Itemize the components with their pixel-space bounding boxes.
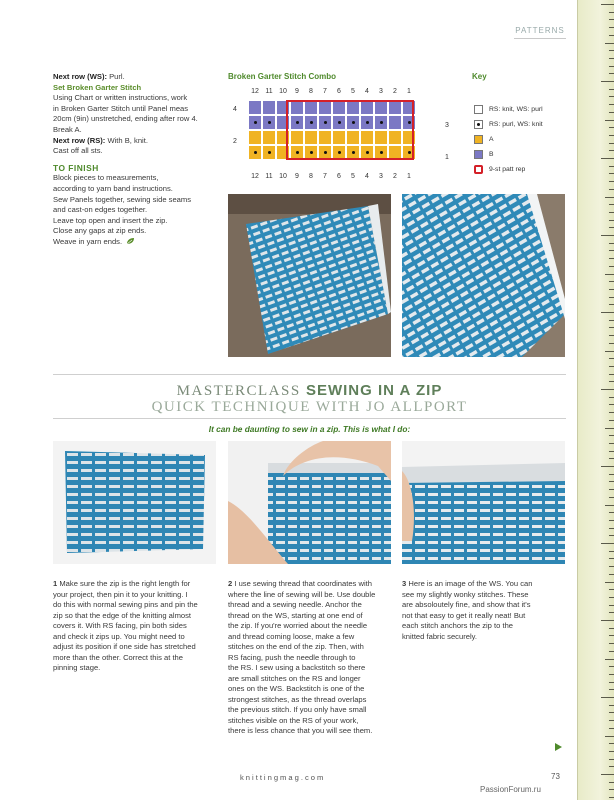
chart-column-numbers-top [248, 88, 416, 98]
chart-column-number: 8 [309, 88, 313, 95]
step-line: stitches on the end of the zip. Then, with [228, 642, 364, 651]
step-line: see my slightly wonky stitches. These [402, 589, 529, 599]
section-tag: PATTERNS [515, 26, 565, 35]
chart-cell [262, 100, 276, 115]
ruler-tick [609, 173, 614, 174]
ruler-tick [609, 12, 614, 13]
para-line: 20cm (9in) unstretched, ending after row 4. [53, 114, 198, 124]
chart-column-number: 9 [295, 88, 299, 95]
ruler-tick [609, 143, 614, 144]
step-line: there is less chance that you will see them. [228, 726, 373, 735]
next-row-rs-value: With B, knit. [105, 135, 148, 145]
ruler-tick [609, 420, 614, 421]
ruler-tick [601, 158, 614, 159]
step-line: and thread coming loose, make a few [228, 631, 355, 641]
ruler-tick [609, 250, 614, 251]
ruler-tick [609, 327, 614, 328]
masterclass-subtitle: QUICK TECHNIQUE WITH JO ALLPORT [151, 399, 468, 415]
masterclass-rule-bottom [53, 418, 566, 419]
ruler-tick [609, 135, 614, 136]
chart-cell [248, 130, 262, 145]
ruler-tick [609, 304, 614, 305]
chart-column-number: 6 [337, 88, 341, 95]
chart-cell [248, 115, 262, 130]
ruler-tick [609, 374, 614, 375]
step-line: ones on the WS. Backstitch is one of the [228, 684, 365, 693]
key-item-color-a [474, 132, 574, 147]
ruler-tick [609, 212, 614, 213]
masterclass-title-bold: SEWING IN A ZIP [305, 382, 443, 399]
next-row-ws-value: Purl. [107, 72, 125, 81]
key-label: RS: purl, WS: knit [489, 121, 543, 128]
ruler-tick [609, 258, 614, 259]
ruler-tick [609, 743, 614, 744]
ruler-tick [609, 605, 614, 606]
ruler-tick [609, 89, 614, 90]
ruler-tick [605, 505, 614, 506]
ruler-tick [605, 197, 614, 198]
ruler-tick [609, 35, 614, 36]
ruler-tick [609, 127, 614, 128]
ruler-tick [605, 351, 614, 352]
ruler-tick [601, 81, 614, 82]
step-line: RS facing, push the needle through to [228, 652, 356, 662]
ruler-tick [609, 705, 614, 706]
purl-dot [268, 121, 271, 124]
ruler-tick [609, 381, 614, 382]
para-line: Using Chart or written instructions, work [53, 93, 188, 103]
step-line: stitches visible on the RS of your work, [228, 715, 359, 725]
pattern-instructions [53, 72, 218, 248]
chart-column-number: 11 [265, 88, 273, 95]
ruler-tick [609, 551, 614, 552]
ruler-tick [605, 274, 614, 275]
chart-column-number: 2 [393, 173, 397, 180]
ruler-tick [609, 227, 614, 228]
ruler-tick [609, 435, 614, 436]
chart-column-number: 3 [379, 173, 383, 180]
ruler-tick [609, 535, 614, 536]
finish-line: according to yarn band instructions. [53, 183, 173, 193]
ruler-tick [601, 774, 614, 775]
key-label: A [489, 136, 494, 143]
ruler-tick [609, 474, 614, 475]
step-line: the zip. If you're worried about the needle [228, 621, 368, 630]
ruler-tick [609, 628, 614, 629]
step-line: are small stitches on the RS and longer [228, 673, 361, 683]
finish-line: Block pieces to measurements, [53, 173, 159, 183]
continue-arrow-icon [555, 738, 562, 756]
para-line: in Broken Garter Stitch until Panel meas [53, 103, 189, 113]
ruler-tick [609, 728, 614, 729]
step-line: each stitch anchors the zip to the [402, 621, 514, 630]
ruler-edge [577, 0, 614, 800]
step-line: Make sure the zip is the right length for [59, 579, 191, 588]
chart-column-number: 2 [393, 88, 397, 95]
ruler-tick [609, 397, 614, 398]
chart-cell [248, 145, 262, 160]
step-line: adjust its position if one side has stretched [53, 642, 196, 651]
ruler-tick [601, 389, 614, 390]
pouch-closeup-photo [402, 194, 565, 357]
chart-title: Broken Garter Stitch Combo [228, 72, 337, 81]
purl-dot [268, 151, 271, 154]
ruler-tick [609, 720, 614, 721]
finish-line: Close any gaps at zip ends. [53, 226, 147, 236]
ruler-tick [609, 689, 614, 690]
ruler-tick [605, 43, 614, 44]
ruler-tick [609, 66, 614, 67]
leaf-icon [126, 237, 135, 245]
ruler-tick [609, 489, 614, 490]
ruler-tick [609, 335, 614, 336]
step-line: more than the other. Correct this at the [53, 652, 184, 662]
watermark: PassionForum.ru [480, 785, 541, 794]
step-2-text [228, 579, 398, 737]
row-number-4: 4 [233, 106, 237, 113]
pattern-repeat-outline [286, 100, 414, 160]
chart-column-number: 1 [407, 173, 411, 180]
chart-cell [262, 130, 276, 145]
key-swatch-blank [474, 105, 483, 114]
ruler-tick [609, 589, 614, 590]
masterclass-intro: It can be daunting to sew in a zip. This is what I do: [208, 424, 411, 434]
chart-cell [248, 100, 262, 115]
finish-line: and cast-on edges together. [53, 205, 148, 215]
ruler-tick [605, 659, 614, 660]
finish-heading: TO FINISH [53, 162, 99, 173]
step-line: the previous stitch. If you only have small [228, 705, 367, 714]
step-number: 1 [53, 579, 58, 588]
chart-key [474, 102, 574, 177]
step-line: and check it zips up. You might need to [53, 631, 185, 641]
row-number-1: 1 [445, 154, 449, 161]
step-line: pinning stage. [53, 663, 101, 672]
step-line: Here is an image of the WS. You can [408, 579, 533, 588]
ruler-tick [609, 150, 614, 151]
chart-column-number: 4 [365, 88, 369, 95]
ruler-tick [601, 543, 614, 544]
ruler-tick [609, 797, 614, 798]
ruler-tick [609, 181, 614, 182]
ruler-tick [601, 697, 614, 698]
ruler-tick [609, 58, 614, 59]
key-label: RS: knit, WS: purl [489, 106, 543, 113]
chart-column-number: 8 [309, 173, 313, 180]
ruler-tick [609, 220, 614, 221]
key-item-purl [474, 117, 574, 132]
ruler-tick [609, 343, 614, 344]
ruler-tick [609, 366, 614, 367]
ruler-tick [609, 73, 614, 74]
ruler-tick [609, 712, 614, 713]
row-number-2: 2 [233, 138, 237, 145]
ruler-tick [605, 120, 614, 121]
chart-column-number: 5 [351, 173, 355, 180]
key-label: 9-st patt rep [489, 166, 526, 173]
ruler-tick [609, 443, 614, 444]
ruler-tick [609, 682, 614, 683]
key-swatch-a [474, 135, 483, 144]
page-number: 73 [551, 772, 560, 781]
ruler-tick [609, 104, 614, 105]
ruler-tick [609, 96, 614, 97]
key-swatch-b [474, 150, 483, 159]
next-row-ws-label: Next row (WS): [53, 72, 107, 81]
ruler-tick [609, 566, 614, 567]
next-row-rs-label: Next row (RS): [53, 135, 106, 145]
ruler-tick [609, 766, 614, 767]
ruler-tick [609, 497, 614, 498]
finish-line: Leave top open and insert the zip. [53, 215, 168, 225]
step-line: do this with normal sewing pins and pin the [53, 600, 198, 609]
step-line: where the line of sewing will be. Use double [228, 589, 376, 599]
ruler-tick [609, 528, 614, 529]
ruler-tick [609, 674, 614, 675]
finished-pouch-photo [228, 194, 391, 357]
step-number: 2 [228, 579, 233, 588]
finish-line: Sew Panels together, sewing side seams [53, 194, 192, 204]
step-2-photo [228, 441, 391, 564]
masterclass-title-light: MASTERCLASS [176, 383, 306, 399]
ruler-tick [609, 751, 614, 752]
ruler-tick [601, 312, 614, 313]
ruler-tick [609, 782, 614, 783]
ruler-tick [609, 204, 614, 205]
ruler-tick [609, 412, 614, 413]
ruler-tick [609, 27, 614, 28]
chart-column-number: 6 [337, 173, 341, 180]
ruler-tick [609, 19, 614, 20]
chart-column-numbers-bottom [248, 173, 416, 183]
ruler-tick [609, 643, 614, 644]
chart-cell [262, 145, 276, 160]
chart-column-number: 11 [265, 173, 273, 180]
step-line: zip so that the edge of the knitting almost [53, 610, 192, 620]
masterclass-title [53, 382, 566, 400]
step-line: are absoloutely fine, and show that it's [402, 600, 531, 609]
ruler-tick [605, 582, 614, 583]
ruler-tick [609, 558, 614, 559]
ruler-tick [609, 189, 614, 190]
cast-off-line: Cast off all sts. [53, 146, 103, 156]
key-item-knit [474, 102, 574, 117]
chart-column-number: 12 [251, 173, 259, 180]
key-item-repeat [474, 162, 574, 177]
header-rule [514, 38, 566, 39]
para-line: Break A. [53, 124, 82, 134]
ruler-tick [609, 635, 614, 636]
step-1-photo [53, 441, 216, 564]
chart-column-number: 7 [323, 173, 327, 180]
step-line: the RS. I sew using a backstitch so there [228, 663, 366, 672]
key-item-color-b [474, 147, 574, 162]
ruler-tick [605, 428, 614, 429]
ruler-tick [609, 358, 614, 359]
masterclass-rule-top [53, 374, 566, 375]
step-3-text [402, 579, 572, 642]
chart-column-number: 1 [407, 88, 411, 95]
step-line: I use sewing thread that coordinates with [234, 579, 372, 588]
chart-column-number: 9 [295, 173, 299, 180]
ruler-tick [609, 166, 614, 167]
step-line: thread on the WS, starting at one end of [228, 610, 363, 620]
ruler-tick [601, 235, 614, 236]
ruler-tick [609, 789, 614, 790]
ruler-tick [609, 243, 614, 244]
ruler-tick [609, 520, 614, 521]
ruler-tick [609, 297, 614, 298]
row-number-3: 3 [445, 122, 449, 129]
ruler-tick [609, 458, 614, 459]
step-3-photo [402, 441, 565, 564]
step-number: 3 [402, 579, 407, 588]
step-line: not that easy to get it really neat! But [402, 610, 526, 620]
key-swatch-dot [474, 120, 483, 129]
purl-dot [254, 151, 257, 154]
step-line: your project, then pin it to your knitting. I [53, 589, 188, 599]
ruler-tick [609, 597, 614, 598]
chart-column-number: 10 [279, 173, 287, 180]
ruler-tick [609, 651, 614, 652]
ruler-tick [609, 451, 614, 452]
ruler-tick [601, 620, 614, 621]
chart-cell [262, 115, 276, 130]
key-label: B [489, 151, 494, 158]
set-heading: Set Broken Garter Stitch [53, 82, 142, 92]
ruler-tick [609, 320, 614, 321]
ruler-tick [609, 481, 614, 482]
ruler-tick [609, 574, 614, 575]
ruler-tick [609, 666, 614, 667]
ruler-tick [609, 612, 614, 613]
ruler-tick [609, 289, 614, 290]
chart-column-number: 3 [379, 88, 383, 95]
key-title: Key [472, 72, 487, 81]
chart-column-number: 5 [351, 88, 355, 95]
stitch-chart [233, 88, 456, 188]
finish-line: Weave in yarn ends. [53, 236, 123, 246]
key-swatch-repeat [474, 165, 483, 174]
ruler-tick [601, 466, 614, 467]
chart-column-number: 12 [251, 88, 259, 95]
step-line: thread and a sewing needle. Anchor the [228, 600, 362, 609]
chart-column-number: 10 [279, 88, 287, 95]
purl-dot [254, 121, 257, 124]
ruler-tick [609, 266, 614, 267]
ruler-tick [609, 512, 614, 513]
ruler-tick [609, 759, 614, 760]
step-1-text [53, 579, 223, 674]
ruler-tick [609, 404, 614, 405]
ruler-tick [605, 736, 614, 737]
ruler-tick [609, 281, 614, 282]
chart-column-number: 7 [323, 88, 327, 95]
step-line: covers it. With RS facing, pin both sides [53, 621, 187, 630]
footer-site: knittingmag.com [240, 773, 326, 782]
ruler-tick [609, 50, 614, 51]
step-line: strongest stitches, as the thread overlaps [228, 694, 367, 704]
ruler-tick [601, 4, 614, 5]
chart-column-number: 4 [365, 173, 369, 180]
step-line: knitted fabric securely. [402, 631, 477, 641]
ruler-tick [609, 112, 614, 113]
